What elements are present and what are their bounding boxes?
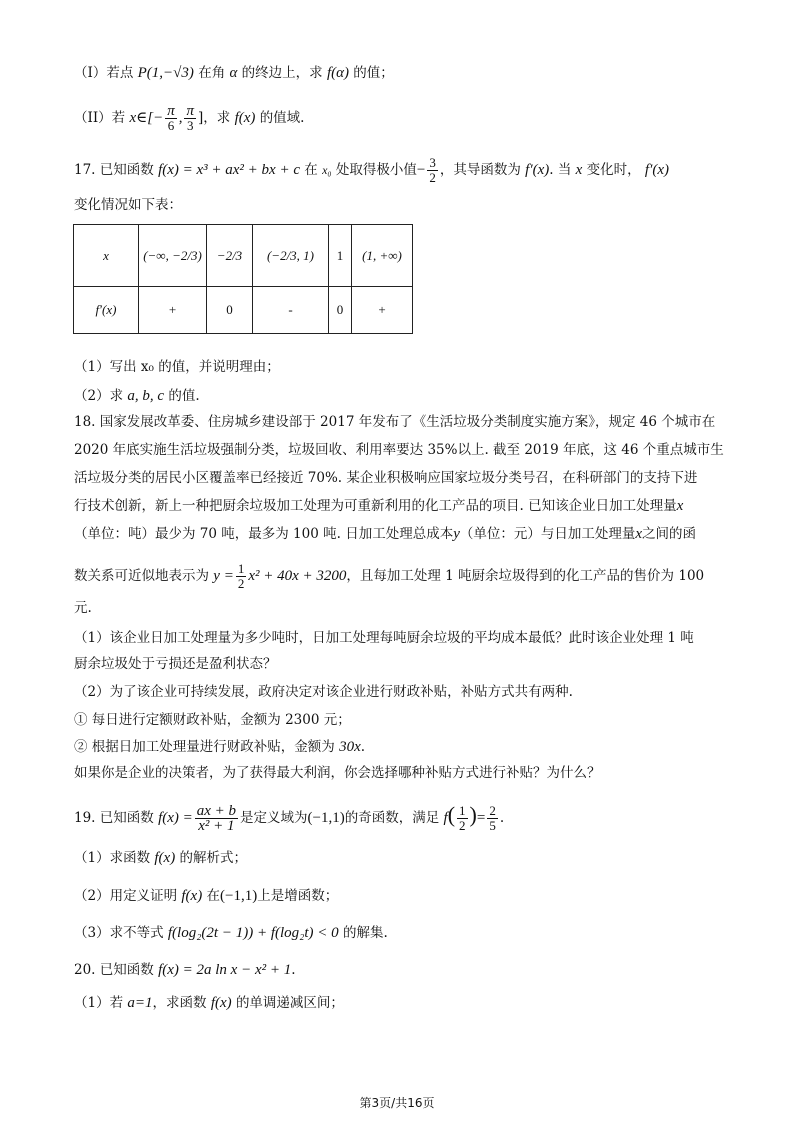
table-cell: (−2/3, 1) [253,225,329,287]
q20-stem-end: . [291,962,296,978]
q16-part2-end: 的值域. [259,110,305,126]
q18-sub1-a: （1）该企业日加工处理量为多少吨时，日加工处理每吨厨余垃圾的平均成本最低？此时该企业处理 1 吨 [74,630,694,646]
table-cell: (−∞, −2/3) [139,225,207,287]
table-cell: + [352,287,413,334]
q18-line5-a: （单位：吨）最少为 70 吨，最多为 100 吨. 日加工处理总成本 [74,526,454,542]
q20-sub1-pre: （1）若 [74,995,124,1011]
q18-line6-a: 数关系可近似地表示为 [74,568,209,584]
q18-half [236,562,247,591]
q19-frac-num: ax + b [196,803,237,819]
table-cell: - [253,287,329,334]
q19-sub1-fx: f(x) [154,850,176,866]
q20-sub1-condition: a=1 [127,995,153,1011]
q19-sub2-fx: f(x) [181,888,203,904]
variation-table [73,224,413,334]
q17-stem-e: . 当 [549,162,572,178]
q17-function: f(x) = x³ + ax² + bx + c [158,162,300,178]
q18-line5-c: 之间的函 [642,526,697,542]
q16-frac-pi3 [184,104,196,133]
q18-half-den: 2 [237,576,245,591]
q20-sub1-end: 的单调递减区间； [235,995,344,1011]
q18-line2: 2020 年底实施生活垃圾强制分类，垃圾回收、利用率要达 35%以上. 截至 2019 年底，这 46 个重点城市生 [74,442,724,458]
q16-part2-prefix: （II）若 [74,110,126,126]
q19-inequality: f(log₂(2t − 1)) + f(log₂t) < 0 [167,925,339,941]
q19-sub3 [74,923,388,943]
q16-f-alpha: f(α) [326,65,349,81]
q16-frac-pi6 [165,104,177,133]
q17-sub2-vars: a, b, c [127,388,165,404]
q17-stem-c: 处取得极小值 [335,162,417,178]
q19-sub2-mid: 在 [206,888,221,904]
q19-stem-a: 19. 已知函数 [74,810,154,826]
q16-frac2-den: 3 [186,118,194,133]
q17-min-sign: − [416,162,426,178]
q19-sub2-domain: (−1,1) [220,888,258,904]
q17-sub2 [74,386,200,406]
q16-frac2-num: π [186,103,194,119]
q19-val-den: 5 [489,818,496,833]
q17-min-den: 2 [429,170,436,185]
q20-sub1-mid: ，求函数 [152,995,207,1011]
q19-sub2-end: 上是增函数； [257,888,339,904]
q19-sub3-pre: （3）求不等式 [74,925,164,941]
q16-part2-mid: ]，求 [197,110,231,126]
q19-sub1-pre: （1）求函数 [74,850,151,866]
q19-sub1 [74,848,247,868]
q18-half-num: 1 [237,561,245,576]
q17-stem-a: 17. 已知函数 [74,162,154,178]
q16-frac1-num: π [167,103,175,119]
q18-line5-b: （单位：元）与日加工处理量 [459,526,636,542]
q18-eq-lhs: y = [213,568,234,584]
q18-sub2: （2）为了该企业可持续发展，政府决定对该企业进行财政补贴，补贴方式共有两种. [74,684,573,700]
q20-sub1 [74,993,344,1013]
q18-line3: 活垃圾分类的居民小区覆盖率已经接近 70%. 某企业积极响应国家垃圾分类号召，在科研部门的支持下进 [74,470,698,486]
q19-sub2-pre: （2）用定义证明 [74,888,178,904]
q18-line5 [74,524,696,544]
q17-x: x [575,162,583,178]
table-cell: + [139,287,207,334]
q19-stem-c: 的奇函数，满足 [344,810,440,826]
table-cell: x [74,225,139,287]
table-row-x [74,225,413,287]
q19-main-frac [195,804,238,833]
q17-stem-line2: 变化情况如下表： [74,197,182,213]
q17-stem-d: ，其导函数为 [439,162,521,178]
q19-domain: (−1,1) [307,810,345,826]
q18-option1: ① 每日进行定额财政补贴，金额为 2300 元； [74,712,351,728]
table-cell: 0 [207,287,253,334]
q19-stem-b: 是定义域为 [240,810,308,826]
q18-option2-expr: 30x [339,739,361,755]
table-cell: −2/3 [207,225,253,287]
q18-option2-end: . [360,739,366,755]
q16-frac1-den: 6 [167,118,175,133]
q17-stem-b: 在 [304,162,318,178]
q16-part1-mid2: 的终边上，求 [241,65,323,81]
q20-sub1-fx: f(x) [210,995,232,1011]
table-cell: 0 [329,287,352,334]
q18-final: 如果你是企业的决策者，为了获得最大利润，你会选择哪种补贴方式进行补贴？为什么？ [74,765,601,781]
q17-stem-f: 变化时， [586,162,641,178]
q16-part2-fx: f(x) [234,110,256,126]
q19-lhs: f(x) = [158,810,193,826]
q18-eq-rhs: x² + 40x + 3200 [248,568,347,584]
q18-line6 [74,562,704,591]
q17-stem [74,156,669,185]
q18-line4-x: x [676,498,684,514]
q16-part2: （II）若 x∈[− $\frac{\pi}{6}$ , $\frac{\pi}{3}$ ]，求 f(x) 的值域. [74,103,305,133]
page-footer: 第3页/共16页 [359,1096,435,1110]
q19-arg-num: 1 [459,803,466,818]
q17-sub2-pre: （2）求 [74,388,124,404]
q18-line7: 元. [74,600,92,616]
q19-val-frac [487,804,498,833]
q19-sub3-end: 的解集. [342,925,388,941]
q16-part1-mid: 在角 [198,65,226,81]
table-cell: f′(x) [74,287,139,334]
q19-stem: 19. 已知函数 f(x) = $\frac{ax + b}{\text{x² + 1}}$ 是定义域为(−1,1)的奇函数，满足 f( $\frac{1}{2}$ )= $\frac{2}{5}$ . [74,802,505,834]
q19-f: f [443,810,448,826]
q18-option2 [74,737,365,757]
q19-eq: = [476,810,486,826]
q19-val-num: 2 [489,803,496,818]
q18-option2-pre: ② 根据日加工处理量进行财政补贴，金额为 [74,739,335,755]
q20-function: f(x) = 2a ln x − x² + 1 [158,962,292,978]
q16-part1 [74,63,394,83]
table-cell: (1, +∞) [352,225,413,287]
q18-sub1-b: 厨余垃圾处于亏损还是盈利状态？ [74,656,277,672]
q16-point: P(1,−√3) [137,65,194,81]
q17-derivative: f′(x) [525,162,550,178]
q20-stem [74,960,296,980]
q19-arg-den: 2 [459,818,466,833]
q17-min-num: 3 [429,155,436,170]
q18-line4-text: 行技术创新，新上一种把厨余垃圾加工处理为可重新利用的化工产品的项目. 已知该企业日加工处理量 [74,498,677,514]
q17-sub2-end: 的值. [168,388,200,404]
q19-sub1-end: 的解析式； [179,850,248,866]
q17-min-frac [427,156,438,185]
q18-line1: 18. 国家发展改革委、住房城乡建设部于 2017 年发布了《生活垃圾分类制度实施方案》，规定 46 个城市在 [74,414,716,430]
q20-stem-a: 20. 已知函数 [74,962,154,978]
q18-line4 [74,496,683,516]
q17-derivative-2: f′(x) [644,162,670,178]
q16-alpha: α [229,65,238,81]
table-cell: 1 [329,225,352,287]
q17-x0: x₀ [322,163,332,177]
table-row-derivative [74,287,413,334]
q19-stem-end: . [499,810,505,826]
q16-part1-prefix: （I）若点 [74,65,134,81]
q19-sub2 [74,886,338,906]
q16-part2-x: x∈[− [129,110,164,126]
q18-line6-b: ，且每加工处理 1 吨厨余垃圾得到的化工产品的售价为 100 [346,568,705,584]
q17-sub1: （1）写出 x₀ 的值，并说明理由； [74,359,280,375]
q18-line5-y: y [453,526,460,542]
q16-part1-end: 的值； [353,65,394,81]
q19-arg-frac [457,804,468,833]
q19-frac-den: x² + 1 [198,818,235,834]
q18-line5-x: x [635,526,643,542]
